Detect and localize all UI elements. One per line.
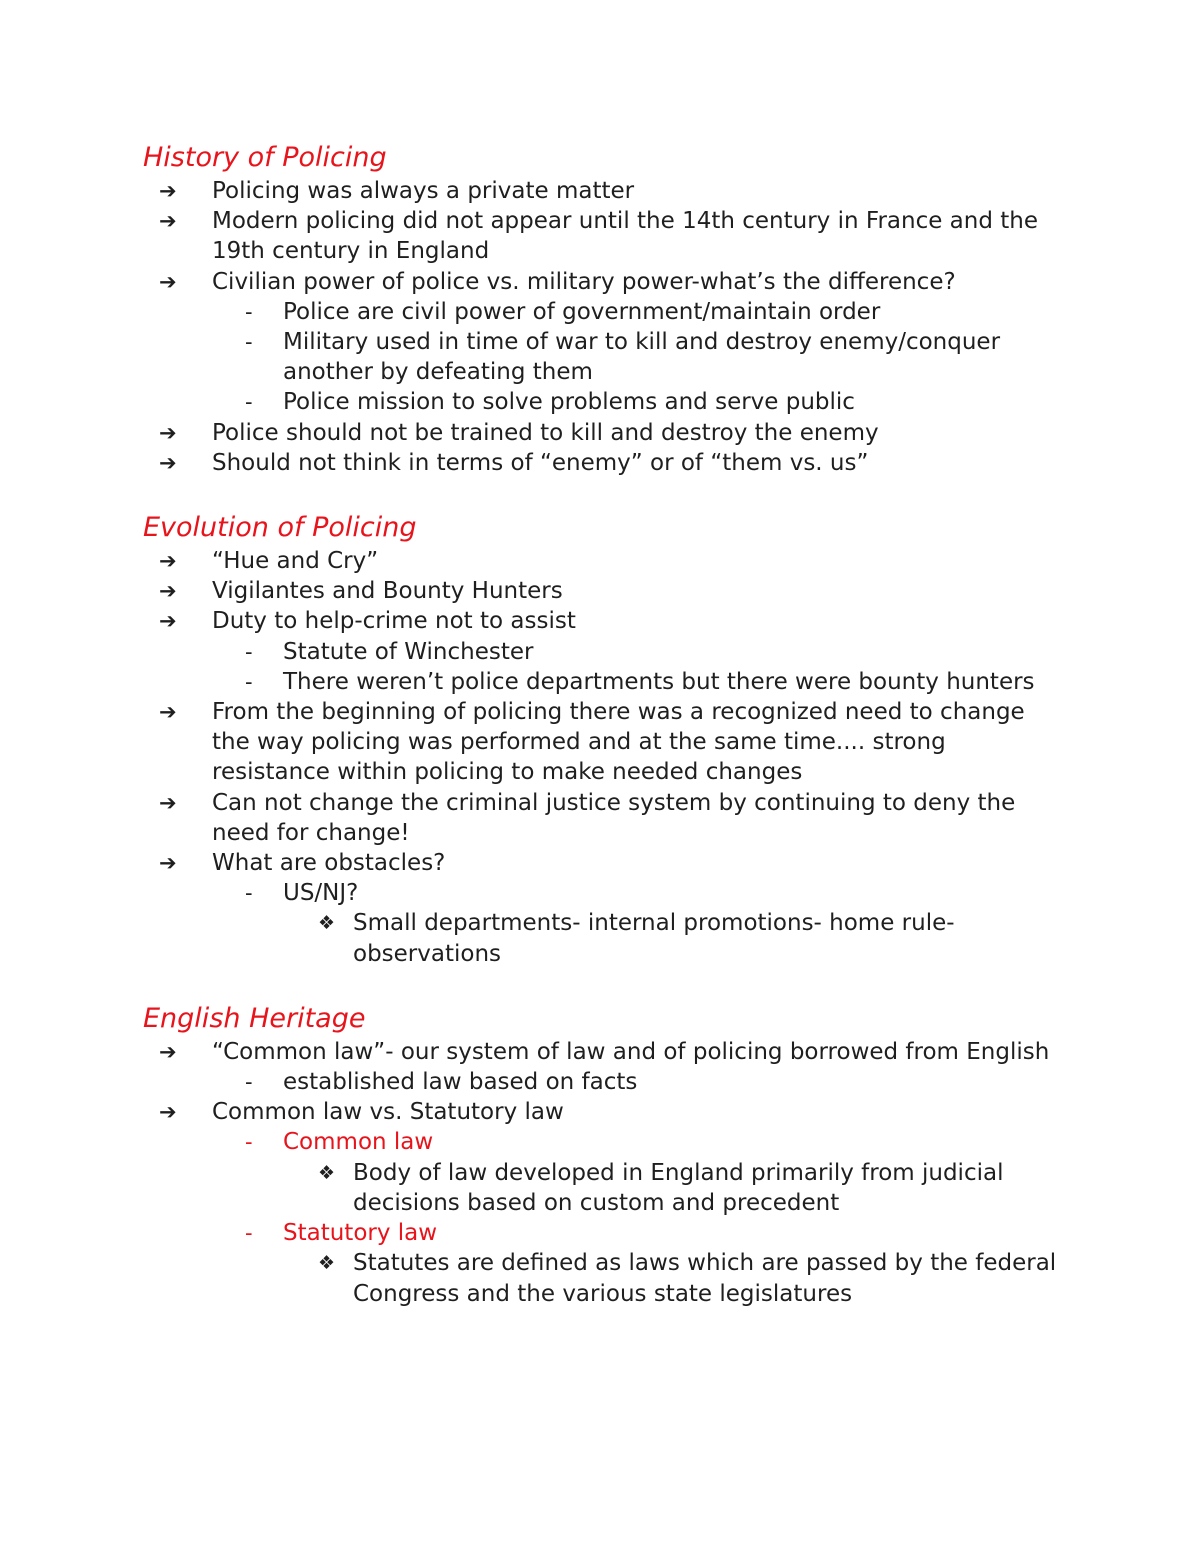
dash-bullet-icon: - [245, 639, 253, 664]
arrow-bullet-icon: ➔ [159, 209, 177, 234]
list-item: ➔ Civilian power of police vs. military power-what’s the difference? [143, 267, 1063, 297]
arrow-bullet-icon: ➔ [159, 269, 177, 294]
section-history-of-policing [143, 140, 1063, 478]
arrow-bullet-icon: ➔ [159, 549, 177, 574]
diamond-bullet-icon: ❖ [318, 1161, 336, 1184]
list-item: ❖ Statutes are defined as laws which are passed by the federal Congress and the various state legislatures [318, 1250, 1057, 1307]
list-item: - Statute of Winchester [143, 637, 1063, 667]
notes-body [143, 140, 1063, 1309]
dash-bullet-icon: - [245, 390, 253, 415]
arrow-bullet-icon: ➔ [159, 851, 177, 876]
list-item: ➔ Modern policing did not appear until the 14th century in France and the 19th century in England [159, 208, 1039, 265]
list-item: - Police mission to solve problems and serve public [143, 387, 1063, 417]
list-item: ➔ Duty to help-crime not to assist [143, 606, 1063, 636]
dash-bullet-icon: - [245, 1221, 253, 1246]
diamond-bullet-icon: ❖ [318, 1252, 336, 1275]
section-heading: English Heritage [143, 1002, 366, 1034]
list-item: - Military used in time of war to kill and destroy enemy/conquer another by defeating them [245, 329, 1001, 386]
dash-bullet-icon: - [245, 299, 253, 324]
arrow-bullet-icon: ➔ [159, 579, 177, 604]
list-item: ❖ Body of law developed in England primarily from judicial decisions based on custom and precedent [318, 1159, 1004, 1216]
arrow-bullet-icon: ➔ [159, 450, 177, 475]
list-item: - Statutory law [143, 1218, 1063, 1248]
list-item: - established law based on facts [143, 1067, 1063, 1097]
arrow-bullet-icon: ➔ [159, 1100, 177, 1125]
section-evolution-of-policing [143, 510, 1063, 969]
section-heading: History of Policing [143, 142, 387, 173]
dash-bullet-icon: - [245, 669, 253, 694]
list-item: ➔ “Hue and Cry” [143, 546, 1063, 576]
diamond-bullet-icon: ❖ [318, 912, 336, 935]
section-english-heritage [143, 1001, 1063, 1309]
list-item: ➔ Can not change the criminal justice system by continuing to deny the need for change! [159, 789, 1016, 846]
list-item: ➔ Policing was always a private matter [143, 176, 1063, 206]
dash-bullet-icon: - [245, 1070, 253, 1095]
list-item: - Common law [143, 1127, 1063, 1157]
list-item: - Police are civil power of government/maintain order [143, 297, 1063, 327]
arrow-bullet-icon: ➔ [159, 700, 177, 725]
list-item: ➔ From the beginning of policing there was a recognized need to change the way policing was performed and at the same time.... strong resistance within policing to make needed changes [159, 699, 1025, 786]
list-item: ➔ Vigilantes and Bounty Hunters [143, 576, 1063, 606]
list-item: ➔ “Common law”- our system of law and of policing borrowed from English [143, 1037, 1063, 1067]
arrow-bullet-icon: ➔ [159, 1039, 177, 1064]
dash-bullet-icon: - [245, 881, 253, 906]
arrow-bullet-icon: ➔ [159, 179, 177, 203]
arrow-bullet-icon: ➔ [159, 609, 177, 634]
dash-bullet-icon: - [245, 330, 253, 355]
arrow-bullet-icon: ➔ [159, 420, 177, 445]
dash-bullet-icon: - [245, 1130, 253, 1155]
list-item: ➔ Police should not be trained to kill and destroy the enemy [143, 418, 1063, 448]
section-heading: Evolution of Policing [143, 512, 417, 544]
list-item: ➔ Common law vs. Statutory law [143, 1097, 1063, 1127]
list-item: ➔ Should not think in terms of “enemy” or of “them vs. us” [143, 448, 1063, 478]
list-item: - There weren’t police departments but there were bounty hunters [143, 667, 1063, 697]
arrow-bullet-icon: ➔ [159, 790, 177, 815]
list-item: ❖ Small departments- internal promotions- home rule- observations [318, 910, 955, 967]
list-item: ➔ What are obstacles? [143, 848, 1063, 878]
list-item: - US/NJ? [143, 878, 1063, 908]
